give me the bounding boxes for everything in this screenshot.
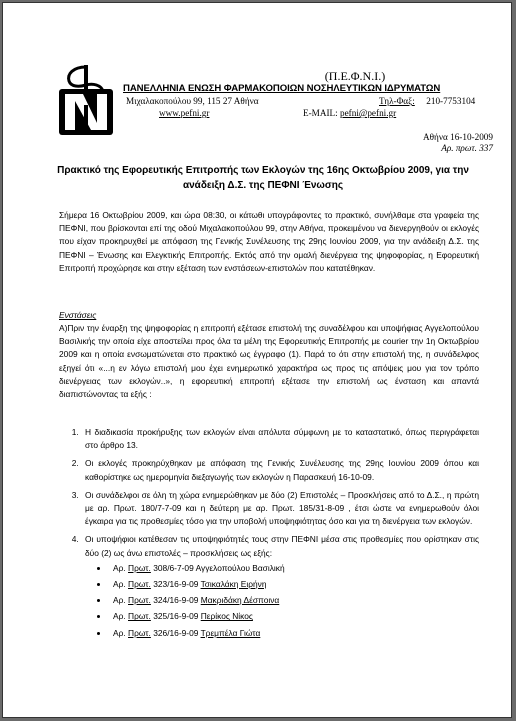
phone-label: Τηλ-Φαξ: xyxy=(379,96,415,106)
candidates-list xyxy=(85,562,479,640)
finding-text: Οι συνάδελφοι σε όλη τη χώρα ενημερώθηκαν με δύο (2) Επιστολές – Προσκλήσεις από το Δ.Σ., η πρώτη με αρ. Πρωτ. 180/7-7-09 και η δεύτερη με αρ. Πρωτ. 185/31-8-09 , έτσι ώστε να ενημερωθούν όλοι έγκαιρα για τις προθεσμίες τόσο για την υποβολή υποψηφιότητας όσο και για τη διενέργεια των εκλογών. xyxy=(85,489,479,527)
email-label: E-MAIL: xyxy=(303,108,338,118)
section-heading: Ενστάσεις xyxy=(59,310,97,320)
organization-abbreviation: (Π.Ε.Φ.Ν.Ι.) xyxy=(324,69,386,83)
organization-name: ΠΑΝΕΛΛΗΝΙΑ ΕΝΩΣΗ ΦΑΡΜΑΚΟΠΟΙΩΝ ΝΟΣΗΛΕΥΤΙΚΩΝ ΙΔΡΥΜΑΤΩΝ xyxy=(123,83,441,94)
protocol-number: Αρ. πρωτ. 337 xyxy=(441,143,493,153)
intro-paragraph: Σήμερα 16 Οκτωβρίου 2009, και ώρα 08:30, οι κάτωθι υπογράφοντες το πρακτικό, συνήλθαμε στα γραφεία της ΠΕΦΝΙ, που βρίσκονται επί της οδού Μιχαλακοπούλου 99, στην Αθήνα, προκειμένου να διενεργηθούν οι εκλογές που είχαν προκηρυχθεί με απόφαση της Γενικής Συνέλευσης της 29ης Ιουνίου 2009, για την ανάδειξη Δ.Σ. της ΠΕΦΝΙ – Ένωσης και Ελεγκτικής Επιτροπής. Εκτός από την ομαλή διενέργεια της ψηφοφορίας, η Εφορευτική Επιτροπή προχώρησε και στην εξέταση των ενστάσεων-επιστολών που κατατέθηκαν. xyxy=(59,210,479,273)
candidate-item: • Αρ. Πρωτ. 326/16-9-09 Τρεμπέλα Γιώτα xyxy=(109,627,479,640)
finding-text: Οι υποψήφιοι κατέθεσαν τις υποψηφιότητές τους στην ΠΕΦΝΙ μέσα στις προθεσμίες που ορίστηκαν στις δύο (2) ως άνω επιστολές – προσκλήσεις ως εξής: xyxy=(85,534,479,558)
list-item xyxy=(81,533,479,639)
email-link[interactable]: pefni@pefni.gr xyxy=(340,108,397,118)
phone-number: 210-7753104 xyxy=(426,96,476,106)
finding-text: Οι εκλογές προκηρύχθηκαν με απόφαση της Γενικής Συνέλευσης της 29ης Ιουνίου 2009 όπου και καθορίστηκε ως ημερομηνία διεξαγωγής των εκλογών η Παρασκευή 16-10-09. xyxy=(85,458,479,482)
candidate-name: Τσικαλάκη Ειρήνη xyxy=(200,579,267,590)
document-date: Αθήνα 16-10-2009 xyxy=(423,132,493,142)
document-title: Πρακτικό της Εφορευτικής Επιτροπής των Εκλογών της 16ης Οκτωβρίου 2009, για την ανάδειξη Δ.Σ. της ΠΕΦΝΙ Ένωσης xyxy=(57,165,469,191)
organization-address: Μιχαλακοπούλου 99, 115 27 Αθήνα xyxy=(126,96,259,106)
candidate-item: • Αρ. Πρωτ. 308/6-7-09 Αγγελοπούλου Βασιλική xyxy=(109,562,479,575)
finding-text: Η διαδικασία προκήρυξης των εκλογών είναι απόλυτα σύμφωνη με το καταστατικό, όπως περιγράφεται στο άρθρο 13. xyxy=(85,427,479,451)
objection-paragraph: Α)Πριν την έναρξη της ψηφοφορίας η επιτροπή εξέτασε επιστολή της συναδέλφου και υποψήφιας Αγγελοπούλου Βασιλικής την οποία είχε αποστείλει προς όλα τα μέλη της Εφορευτικής Επιτροπής με courier την 1η Οκτωβρίου 2009 και η οποία ενσωματώνεται στο πρακτικό ως έγγραφο (1). Παρά το ότι στην επιστολή της, η συνάδελφος εξηγεί ότι «...η εν λόγω επιστολή μου έχει ενημερωτικό χαρακτήρα ως προς τις απόψεις μου για τον τρόπο διενέργειας των εκλογών..», η εφορευτική επιτροπή εξέτασε την επιστολή ως ένσταση και απαντά διαπιστώνοντας τα εξής : xyxy=(59,323,479,400)
candidate-item: • Αρ. Πρωτ. 324/16-9-09 Μακριδάκη Δέσποινα xyxy=(109,594,479,607)
findings-list xyxy=(59,426,479,645)
candidate-name: Αγγελοπούλου Βασιλική xyxy=(195,562,285,573)
organization-email xyxy=(303,108,512,118)
candidate-name: Μακριδάκη Δέσποινα xyxy=(200,595,280,606)
list-item xyxy=(81,489,479,529)
list-item xyxy=(81,426,479,452)
candidate-name: Τρεμπέλα Γιώτα xyxy=(200,627,261,638)
document-page xyxy=(2,2,512,718)
list-item xyxy=(81,457,479,483)
candidate-item: • Αρ. Πρωτ. 325/16-9-09 Περίκος Νίκος xyxy=(109,610,479,623)
organization-phone xyxy=(379,96,512,106)
organization-logo-icon xyxy=(55,65,117,139)
website-link[interactable]: www.pefni.gr xyxy=(159,108,210,118)
candidate-name: Περίκος Νίκος xyxy=(200,611,253,622)
candidate-item: • Αρ. Πρωτ. 323/16-9-09 Τσικαλάκη Ειρήνη xyxy=(109,578,479,591)
